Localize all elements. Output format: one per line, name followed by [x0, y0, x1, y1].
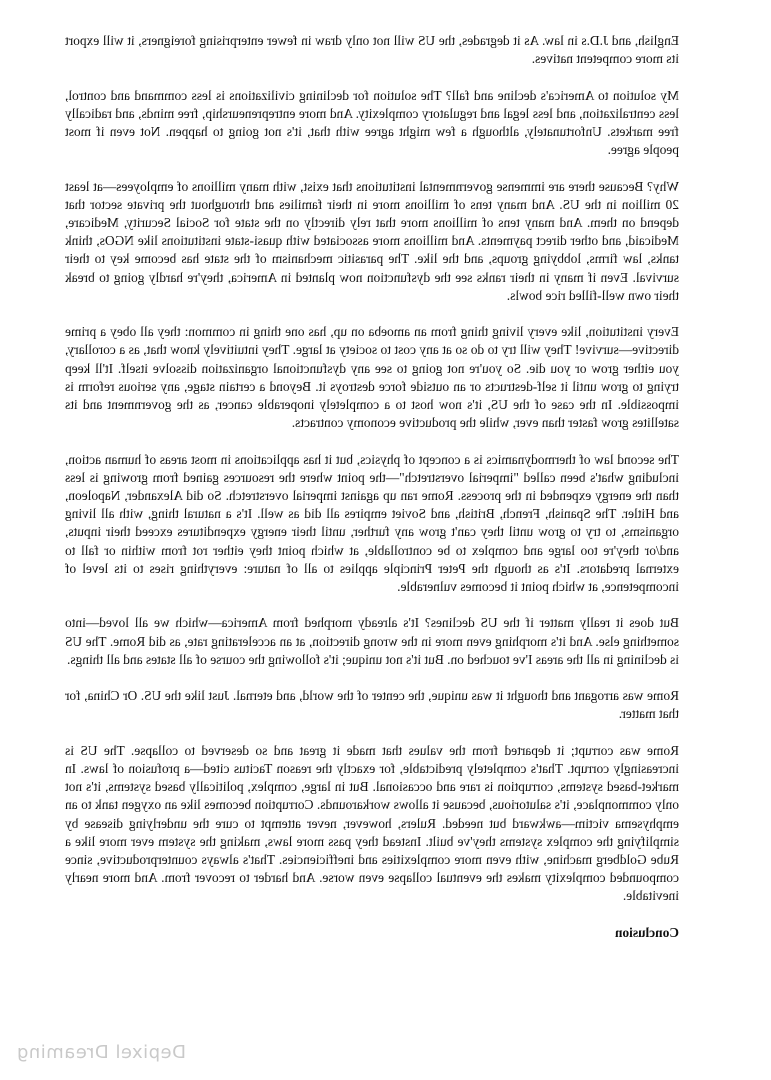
paragraph-5: The second law of thermodynamics is a concept of physics, but it has applications in most areas of human action, including what's been called "imperial overstretch"—the point where the resources gained from growing is less than the energy expended in the process. Rome ran up against imperial overstretch. So did Alexander, Napoleon, and Hitler. The Spanish, French, British, and Soviet empires all did as well. It's a natural thing, with all living organisms, to try to grow until they can't grow any further, until their energy expenditures exceed their inputs, and/or they're too large and complex to be controllable, at which point they either rot from within or fall to external predators. It's as though the Peter Principle applies to all of nature: everything rises to its level of incompetence, at which point it becomes vulnerable. — [65, 451, 679, 595]
paragraph-8: Rome was corrupt; it departed from the values that made it great and so deserved to collapse. The US is increasingly corrupt. That's completely predictable, for exactly the reason Tacitus cited—a profusion of laws. In market-based systems, corruption is rare and occasional. But in large, complex, politically based systems, it's not only commonplace, it's salutorious, because it allows workarounds. Corruption becomes like an oxygen tank to an emphysema victim—awkward but needed. Rulers, however, never attempt to cure the underlying disease by simplifying the complex systems they've built. Instead they pass more laws, making the system ever more like a Rube Goldberg machine, with even more complexities and inefficiencies. That's always counterproductive, since compounded complexity makes the eventual collapse even worse. And harder to recover from. And more nearly inevitable. — [65, 742, 679, 904]
paragraph-3: Why? Because there are immense governmental institutions that exist, with many millions of employees—at least 20 million in the US. And many tens of millions more in their families and throughout the private sector that depend on them. And many tens of millions more that rely directly on the state for Social Security, Medicare, Medicaid, and other direct payments. And millions more associated with quasi-state institutions like NGOs, think tanks, law firms, lobbying groups, and the like. The parasitic mechanism of the state has become key to their survival. Even if many in their ranks see the dysfunction now planted in America, they're hardly going to break their own well-filled rice bowls. — [65, 178, 679, 303]
paragraph-1: English, and J.D.s in law. As it degrades, the US will not only draw in fewer enterprising foreigners, it will export its more competent natives. — [65, 33, 679, 67]
paragraph-6: But does it really matter if the US declines? It's already morphed from America—which we all loved—into something else. And it's morphing even more in the wrong direction, at an accelerating rate, as did Rome. The US is declining in all the areas I've touched on. But it's not unique; it's following the course of all states and all things. — [65, 615, 679, 667]
paragraph-2: My solution to America's decline and fall? The solution for declining civilizations is less command and control, less centralization, and less legal and regulatory complexity. And more entrepreneurship, free minds, and radically free markets. Unfortunately, although a few might agree with that, it's not going to happen. Not even if most people agree. — [65, 87, 679, 158]
paragraph-7: Rome was arrogant and thought it was unique, the center of the world, and eternal. Just like the US. Or China, for that matter. — [65, 688, 679, 722]
watermark: Depixel Dreaming — [16, 1042, 186, 1063]
document-body — [65, 32, 679, 960]
section-heading-conclusion: Conclusion — [615, 924, 679, 940]
paragraph-4: Every institution, like every living thing from an amoeba on up, has one thing in common: they all obey a prime directive—survive! They will try to do so at any cost to society at large. They intuitively know that, as a corollary, you either grow or you die. So you're not going to see any dysfunctional organization dissolve itself. It'll keep trying to grow until it self-destructs or an outside force destroys it. Beyond a certain stage, any serious reform is impossible. In the case of the US, it's now host to a completely inoperable cancer, as the government and its satellites grow faster than ever, while the productive economy contracts. — [65, 324, 679, 431]
